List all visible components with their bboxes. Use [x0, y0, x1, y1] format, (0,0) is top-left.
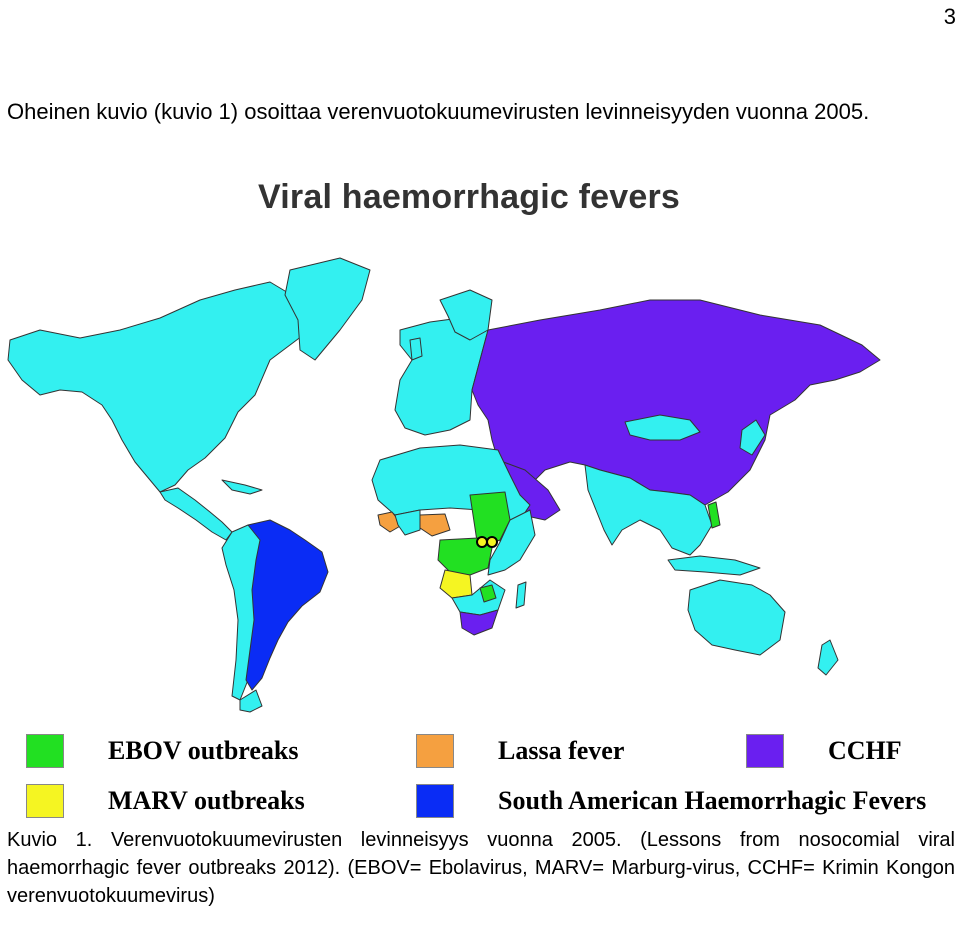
region-greenland — [285, 258, 370, 360]
legend-swatch-ebov — [26, 734, 64, 768]
region-new-zealand — [818, 640, 838, 675]
legend-label-sahf: South American Haemorrhagic Fevers — [498, 786, 927, 815]
legend-item-lassa — [416, 734, 624, 768]
legend-item-sahf — [416, 784, 926, 818]
region-cchf-asia — [472, 300, 880, 505]
legend-label-cchf: CCHF — [828, 736, 902, 765]
legend-label-lassa: Lassa fever — [498, 736, 625, 765]
legend-swatch-marv — [26, 784, 64, 818]
region-north-america — [8, 282, 310, 492]
legend-item-marv — [26, 784, 305, 818]
legend-label-ebov: EBOV outbreaks — [108, 736, 299, 765]
map-title: Viral haemorrhagic fevers — [258, 178, 681, 216]
legend-swatch-lassa — [416, 734, 454, 768]
region-west-africa — [395, 510, 420, 535]
outbreak-marker — [477, 537, 487, 547]
outbreak-marker — [487, 537, 497, 547]
region-angola-marv — [440, 570, 472, 598]
region-caribbean — [222, 480, 262, 494]
legend-item-ebov — [26, 734, 298, 768]
world-map — [0, 175, 960, 825]
intro-paragraph: Oheinen kuvio (kuvio 1) osoittaa verenvuotokuumevirusten levinneisyyden vuonna 2005. — [7, 99, 870, 124]
region-nigeria-lassa — [420, 514, 450, 536]
legend-swatch-cchf — [746, 734, 784, 768]
legend — [0, 730, 960, 825]
region-patagonia — [240, 690, 262, 712]
region-madagascar — [516, 582, 526, 608]
region-indonesia — [668, 556, 760, 575]
region-uk — [410, 338, 422, 360]
legend-item-cchf — [746, 734, 902, 768]
legend-label-marv: MARV outbreaks — [108, 786, 305, 815]
region-australia — [688, 580, 785, 655]
figure-caption: Kuvio 1. Verenvuotokuumevirusten levinneisyys vuonna 2005. (Lessons from nosocomial viral haemorrhagic fever outbreaks 2012). (EBOV= Ebolavirus, MARV= Marburg-virus, CCHF= Krimin Kongon verenvuotokuumevirus) — [7, 829, 955, 907]
legend-swatch-sahf — [416, 784, 454, 818]
region-central-america — [160, 488, 232, 540]
page-number: 3 — [943, 4, 956, 29]
